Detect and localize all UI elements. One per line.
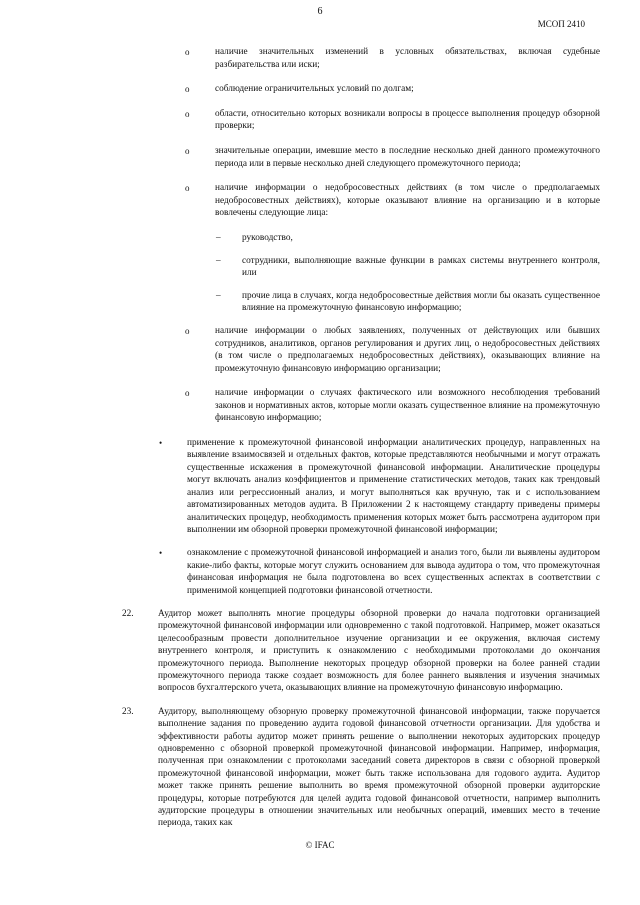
list-item: o наличие информации о случаях фактического или возможного несоблюдения требований законов и нормативных актов, которые могли оказать существенное влияние на промежуточную финансовую информацию; <box>185 388 600 424</box>
paragraph-text: Аудитор может выполнять многие процедуры обзорной проверки до начала подготовки организацией промежуточной финансовой информации или одновременно с такой подготовкой. Например, может оказаться целесообразным провести дополнительное изучение организации и ее окружения, включая систему внутреннего контроля, и приступить к ознакомлению с необходимыми протоколами до окончания промежуточного периода. Выполнение некоторых процедур обзорной проверки на более ранней стадии промежуточного периода также создает возможность для более раннего выявления и изучения значимых вопросов бухгалтерского учета, оказывающих влияние на промежуточную финансовую информацию. <box>158 608 600 694</box>
sub-list-item: – руководство, <box>216 232 293 243</box>
circle-bullet-icon: o <box>185 388 190 399</box>
paragraph-23 <box>122 706 600 830</box>
standard-code: МСОП 2410 <box>537 19 585 29</box>
dash-bullet-icon: – <box>216 232 221 243</box>
filled-bullet-icon: • <box>159 548 163 559</box>
circle-bullet-icon: o <box>185 145 190 156</box>
page-number: 6 <box>317 6 323 17</box>
filled-bullet-icon: • <box>159 438 163 449</box>
circle-bullet-icon: o <box>185 47 190 57</box>
list-item: o области, относительно которых возникали вопросы в процессе выполнения процедур обзорной проверки; <box>185 108 600 132</box>
list-item: o значительные операции, имевшие место в последние несколько дней данного промежуточного периода или в первые несколько дней следующего промежуточного периода; <box>185 145 600 169</box>
circle-bullet-icon: o <box>185 183 190 194</box>
sub-list-item: – сотрудники, выполняющие важные функции в рамках системы внутреннего контроля, или <box>216 255 600 279</box>
list-item: o наличие информации о любых заявлениях, полученных от действующих или бывших сотрудников, аналитиков, органов регулирования и других лиц, о недобросовестных действиях (в том числе о предполагаемых недобросовестных действиях), оказывающих влияние на промежуточную финансовую информацию организации; <box>185 325 600 374</box>
list-item: o наличие значительных изменений в условных обязательствах, включая судебные разбирательства или иски; <box>185 47 600 70</box>
paragraph-number: 23. <box>122 706 134 717</box>
circle-bullet-icon: o <box>185 84 190 95</box>
dash-bullet-icon: – <box>216 255 221 266</box>
bullet-item: • применение к промежуточной финансовой информации аналитических процедур, направленных на выявление взаимосвязей и отдельных фактов, которые представляются необычными и могут отражать существенные искажения в промежуточной финансовой информации. Аналитические процедуры могут включать анализ коэффициентов и применение статистических методов, таких как трендовый анализ или регрессионный анализ, и могут выполняться как вручную, так и с использованием автоматизированных методов аудита. В Приложении 2 к настоящему стандарту приведены примеры аналитических процедур, необходимость применения которых может быть рассмотрена аудитором при выполнении им обзорной проверки промежуточной финансовой информации; <box>159 438 600 535</box>
list-item: o соблюдение ограничительных условий по долгам; <box>185 84 414 95</box>
page-content <box>0 46 640 841</box>
circle-bullet-icon: o <box>185 325 190 336</box>
sub-list-item: – прочие лица в случаях, когда недобросовестные действия могли бы оказать существенное влияние на промежуточную финансовую информацию; <box>216 290 600 314</box>
dash-bullet-icon: – <box>216 290 221 301</box>
paragraph-text: Аудитору, выполняющему обзорную проверку промежуточной финансовой информации, также поручается выполнение задания по проведению аудита годовой финансовой отчетности организации. Для удобства и эффективности работы аудитор может принять решение о выполнении некоторых аудиторских процедур одновременно с обзорной проверкой промежуточной финансовой информации. Например, информация, полученная при ознакомлении с протоколами заседаний совета директоров в связи с обзорной проверкой промежуточной финансовой информации, может быть также использована для годового аудита. Аудитор может также принять решение выполнить во время промежуточной обзорной проверки аудиторские процедуры, которые потребуются для целей аудита годовой финансовой отчетности, например выполнить аудиторские процедуры в отношении значительных или необычных операций, имевших место в течение периода, таких как <box>158 706 600 829</box>
paragraph-22 <box>122 608 600 695</box>
circle-bullet-icon: o <box>185 108 190 119</box>
bullet-item: • ознакомление с промежуточной финансовой информацией и анализ того, были ли выявлены аудитором какие-либо факты, которые могут служить основанием для вывода аудитора о том, что промежуточная финансовая информация не была подготовлена во всех существенных аспектах в соответствии с применимой концепцией подготовки финансовой отчетности. <box>159 548 600 596</box>
paragraph-number: 22. <box>122 608 134 619</box>
copyright-footer: © IFAC <box>305 840 335 850</box>
list-item: o наличие информации о недобросовестных действиях (в том числе о предполагаемых недобросовестных действиях), которые оказывают влияние на организацию и в которые вовлечены следующие лица: <box>185 183 600 219</box>
